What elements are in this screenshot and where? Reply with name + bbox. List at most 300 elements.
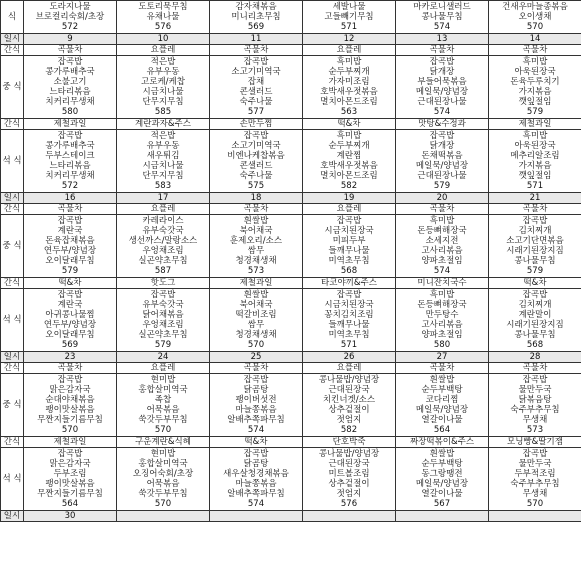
menu-item: 숙주부추무침 — [510, 479, 560, 489]
menu-item: 어묵볶음 — [146, 405, 180, 415]
menu-item: 열갈이나물 — [421, 415, 463, 425]
dinner-cell — [303, 448, 396, 511]
snack-cell: 곡물차 — [24, 45, 117, 56]
snack-cell: 제철과일 — [210, 278, 303, 289]
date-label: 일시 — [1, 193, 24, 204]
lunch-cell — [489, 56, 581, 119]
lunch-cell — [303, 215, 396, 278]
menu-item: 어묵볶음 — [146, 479, 180, 489]
menu-item: 유부우동 — [146, 141, 180, 151]
menu-item: 마늘쫑볶음 — [235, 479, 277, 489]
menu-item: 팽이버섯전 — [235, 395, 277, 405]
menu-item: 소세지전 — [425, 236, 459, 246]
date-label: 일시 — [1, 34, 24, 45]
menu-item: 만두탕수 — [425, 310, 459, 320]
menu-item: 메일묵/양념장 — [415, 87, 469, 97]
menu-item: 계란국 — [57, 226, 83, 236]
calorie-value: 570 — [154, 499, 172, 509]
snack-cell: 핫도그 — [117, 278, 210, 289]
menu-item: 깻잎절임 — [518, 171, 552, 181]
menu-item: 닭볶음탕 — [518, 395, 552, 405]
lunch-cell — [210, 56, 303, 119]
menu-item: 북어채국 — [239, 226, 273, 236]
calorie-value: 571 — [340, 22, 358, 32]
lunch-cell — [303, 374, 396, 437]
menu-item: 홍합살미역국 — [138, 459, 188, 469]
menu-item: 닭곰탕 — [243, 459, 269, 469]
lunch-cell — [117, 374, 210, 437]
lunch-cell — [24, 56, 117, 119]
menu-item: 순두부백탕 — [421, 385, 463, 395]
menu-item: 고사리볶음 — [421, 320, 463, 330]
dinner-label: 석 식 — [1, 448, 24, 511]
menu-item: 무생채 — [522, 415, 548, 425]
snack-label: 간식 — [1, 363, 24, 374]
menu-item: 동그랑땡전 — [421, 469, 463, 479]
lunch-cell — [396, 374, 489, 437]
lunch-label: 중 식 — [1, 215, 24, 278]
menu-item: 콩가루배추국 — [45, 141, 95, 151]
dinner-cell — [303, 130, 396, 193]
menu-item: 감자채볶음 — [235, 2, 277, 12]
snack-cell: 제철과일 — [24, 119, 117, 130]
menu-item: 무짠지들기름무침 — [37, 489, 103, 499]
date-cell: 23 — [24, 352, 117, 363]
snack-cell: 모닝빵&딸기잼 — [489, 437, 581, 448]
menu-item: 흰쌀밥 — [243, 216, 269, 226]
menu-item: 잡곡밥 — [522, 216, 548, 226]
date-cell: 11 — [210, 34, 303, 45]
dinner-cell — [24, 130, 117, 193]
calorie-value: 580 — [61, 107, 79, 117]
lunch-cell — [396, 56, 489, 119]
calorie-value: 569 — [61, 340, 79, 350]
date-cell: 21 — [489, 193, 581, 204]
date-cell: 24 — [117, 352, 210, 363]
menu-item: 가자미조림 — [328, 77, 370, 87]
calorie-value: 579 — [154, 340, 172, 350]
menu-item: 우엉채조림 — [142, 246, 184, 256]
calorie-value: 571 — [526, 181, 544, 191]
lunch-cell — [210, 374, 303, 437]
menu-item: 팽이맛살볶음 — [45, 479, 95, 489]
menu-item: 쑥갓두부무침 — [138, 415, 188, 425]
menu-item: 소불고기 — [53, 77, 87, 87]
calorie-value: 574 — [247, 499, 265, 509]
calorie-value: 575 — [247, 181, 265, 191]
menu-item: 치커리무생채 — [45, 97, 95, 107]
lunch-cell — [24, 374, 117, 437]
calorie-value: 577 — [247, 107, 265, 117]
date-cell-empty — [396, 511, 489, 522]
calorie-value: 570 — [154, 425, 172, 435]
menu-item: 북어채국 — [239, 300, 273, 310]
menu-item: 떡갈비조림 — [235, 310, 277, 320]
menu-item: 유부숙갓국 — [142, 226, 184, 236]
calorie-value: 564 — [433, 425, 451, 435]
menu-item: 흑미밥 — [429, 216, 455, 226]
menu-item: 콩나물무침 — [514, 330, 556, 340]
lunch-cell — [489, 215, 581, 278]
menu-item: 팽이맛살볶음 — [45, 405, 95, 415]
snack-cell: 요플레 — [303, 363, 396, 374]
calorie-value: 574 — [433, 107, 451, 117]
menu-item: 흰쌀밥 — [429, 375, 455, 385]
date-label: 일시 — [1, 352, 24, 363]
menu-item: 메일묵/양념장 — [415, 161, 469, 171]
snack-cell: 타코야끼&주스 — [303, 278, 396, 289]
menu-item: 메추리알조림 — [510, 151, 560, 161]
menu-item: 잡곡밥 — [429, 57, 455, 67]
date-cell: 12 — [303, 34, 396, 45]
menu-item: 알배추쪽파무침 — [227, 415, 285, 425]
menu-item: 도토리묵무침 — [138, 2, 188, 12]
menu-item: 생선까스/말랑소스 — [128, 236, 198, 246]
calorie-value: 574 — [247, 425, 265, 435]
menu-item: 들깨무나물 — [328, 246, 370, 256]
menu-item: 흑미밥 — [522, 57, 548, 67]
menu-item: 깻잎절임 — [518, 97, 552, 107]
menu-item: 맑은감자국 — [49, 459, 91, 469]
menu-item: 아욱된장국 — [514, 67, 556, 77]
menu-item: 잡곡밥 — [522, 449, 548, 459]
snack-cell: 떡&차 — [489, 278, 581, 289]
menu-item: 계란찜 — [336, 151, 362, 161]
menu-item: 잡곡밥 — [57, 375, 83, 385]
menu-item: 마카로니샐러드 — [413, 2, 471, 12]
menu-item: 느타리볶음 — [49, 87, 91, 97]
menu-item: 잡곡밥 — [57, 290, 83, 300]
menu-item: 우엉채조림 — [142, 320, 184, 330]
menu-item: 숙주부추무침 — [510, 405, 560, 415]
menu-item: 잡채 — [247, 77, 265, 87]
snack-cell: 제철과일 — [24, 437, 117, 448]
menu-item: 상추겉절이 — [328, 479, 370, 489]
menu-item: 콩나물무침 — [514, 256, 556, 266]
menu-item: 홍합살미역국 — [138, 385, 188, 395]
snack-cell: 곡물차 — [396, 204, 489, 215]
menu-item: 소고기미역국 — [231, 141, 281, 151]
menu-item: 돈등뼈해장국 — [417, 300, 467, 310]
dinner-cell — [24, 1, 117, 34]
menu-item: 순두부찌개 — [328, 67, 370, 77]
menu-item: 잡곡밥 — [243, 131, 269, 141]
menu-item: 도라지나물 — [49, 2, 91, 12]
menu-item: 콘샐러드 — [239, 161, 273, 171]
menu-item: 현미밥 — [150, 449, 176, 459]
calorie-value: 570 — [247, 340, 265, 350]
menu-item: 근대된장국 — [328, 385, 370, 395]
menu-item: 잡곡밥 — [429, 131, 455, 141]
snack-label: 간식 — [1, 119, 24, 130]
menu-item: 돈육잡채볶음 — [45, 236, 95, 246]
menu-item: 오이생채 — [518, 12, 552, 22]
menu-item: 흑미밥 — [429, 290, 455, 300]
snack-cell: 요플레 — [303, 45, 396, 56]
dinner-cell — [396, 1, 489, 34]
menu-item: 잡곡밥 — [336, 216, 362, 226]
menu-item: 오이달래무침 — [45, 256, 95, 266]
snack-cell: 떡&차 — [24, 278, 117, 289]
menu-item: 치킨너겟/소스 — [322, 395, 376, 405]
menu-item: 미트볼조림 — [328, 469, 370, 479]
date-cell-empty — [489, 511, 581, 522]
menu-item: 미역초무침 — [328, 256, 370, 266]
date-label: 일시 — [1, 511, 24, 522]
menu-item: 계란국 — [57, 300, 83, 310]
menu-item: 닭개장 — [429, 67, 455, 77]
calorie-value: 568 — [526, 340, 544, 350]
menu-item: 잡곡밥 — [243, 375, 269, 385]
menu-item: 두부스테이크 — [45, 151, 95, 161]
date-cell-empty — [117, 511, 210, 522]
menu-item: 들깨무나물 — [328, 320, 370, 330]
menu-item: 호박새우젓볶음 — [320, 87, 378, 97]
snack-cell: 요플레 — [117, 363, 210, 374]
menu-item: 단무지무침 — [142, 97, 184, 107]
date-cell: 16 — [24, 193, 117, 204]
menu-item: 근대된장국 — [328, 459, 370, 469]
dinner-label: 석 식 — [1, 289, 24, 352]
menu-item: 잡곡밥 — [522, 290, 548, 300]
menu-item: 메일묵/양념장 — [415, 405, 469, 415]
menu-item: 잡곡밥 — [150, 290, 176, 300]
snack-cell: 미니잔치국수 — [396, 278, 489, 289]
menu-item: 쌈무 — [247, 320, 265, 330]
calorie-value: 573 — [247, 266, 265, 276]
menu-item: 오이달래무침 — [45, 330, 95, 340]
calorie-value: 571 — [340, 340, 358, 350]
date-cell: 28 — [489, 352, 581, 363]
menu-item: 고들빼기무침 — [324, 12, 374, 22]
calorie-value: 574 — [433, 266, 451, 276]
menu-item: 메일묵/양념장 — [415, 479, 469, 489]
lunch-cell — [24, 215, 117, 278]
snack-label: 간식 — [1, 437, 24, 448]
date-cell: 30 — [24, 511, 117, 522]
date-cell-empty — [210, 511, 303, 522]
menu-item: 느타리볶음 — [49, 161, 91, 171]
dinner-cell — [396, 448, 489, 511]
date-cell: 25 — [210, 352, 303, 363]
calorie-value: 569 — [247, 22, 265, 32]
menu-item: 무짠지들기름무침 — [37, 415, 103, 425]
date-cell: 13 — [396, 34, 489, 45]
lunch-cell — [303, 56, 396, 119]
snack-cell: 요플레 — [303, 204, 396, 215]
menu-item: 꽁치김치조림 — [324, 310, 374, 320]
menu-item: 부들어묵볶음 — [417, 77, 467, 87]
menu-item: 청경채생채 — [235, 256, 277, 266]
dinner-cell — [489, 1, 581, 34]
menu-item: 양파초절임 — [421, 256, 463, 266]
menu-item: 단무지무침 — [142, 171, 184, 181]
dinner-cell — [117, 289, 210, 352]
menu-item: 가지볶음 — [518, 87, 552, 97]
menu-item: 잡곡밥 — [57, 57, 83, 67]
lunch-cell — [210, 215, 303, 278]
calorie-value: 570 — [526, 499, 544, 509]
menu-item: 세발나물 — [332, 2, 366, 12]
calorie-value: 582 — [340, 181, 358, 191]
menu-item: 근대된장나물 — [417, 171, 467, 181]
menu-item: 멸치아몬드조림 — [320, 171, 378, 181]
date-cell: 18 — [210, 193, 303, 204]
calorie-value: 572 — [61, 22, 79, 32]
snack-cell: 떡&차 — [210, 437, 303, 448]
dinner-cell — [489, 448, 581, 511]
menu-item: 콩나물밥/양념장 — [318, 449, 380, 459]
calorie-value: 572 — [61, 181, 79, 191]
menu-item: 두부적조림 — [514, 469, 556, 479]
calorie-value: 563 — [340, 107, 358, 117]
date-cell: 9 — [24, 34, 117, 45]
menu-item: 계란말이 — [518, 310, 552, 320]
menu-item: 두부조림 — [53, 469, 87, 479]
menu-item: 유부숙갓국 — [142, 300, 184, 310]
menu-item: 적은밥 — [150, 131, 176, 141]
menu-item: 양파초절임 — [421, 330, 463, 340]
menu-item: 적은밥 — [150, 57, 176, 67]
date-cell-empty — [303, 511, 396, 522]
snack-cell: 맛탕&수정과 — [396, 119, 489, 130]
menu-item: 순두부백탕 — [421, 459, 463, 469]
date-cell: 20 — [396, 193, 489, 204]
menu-item: 닭곰탕 — [243, 385, 269, 395]
dinner-cell — [117, 448, 210, 511]
menu-item: 소고기단면볶음 — [506, 236, 564, 246]
menu-item: 돈육두루치기 — [510, 77, 560, 87]
menu-item: 순두부찌개 — [328, 141, 370, 151]
menu-item: 물만두국 — [518, 385, 552, 395]
snack-label: 간식 — [1, 278, 24, 289]
menu-item: 김치찌개 — [518, 226, 552, 236]
snack-cell: 짜장떡볶이&주스 — [396, 437, 489, 448]
calorie-value: 579 — [526, 107, 544, 117]
menu-item: 쑥갓두부무침 — [138, 489, 188, 499]
menu-item: 시금치나물 — [142, 161, 184, 171]
lunch-cell — [396, 215, 489, 278]
menu-item: 흰쌀밥 — [429, 449, 455, 459]
menu-item: 브로컬리숙회/초장 — [35, 12, 105, 22]
menu-item: 흰쌀밥 — [243, 290, 269, 300]
snack-cell: 제철과일 — [489, 119, 581, 130]
dinner-cell — [303, 1, 396, 34]
menu-item: 닭개장 — [429, 141, 455, 151]
menu-item: 새우살청경채볶음 — [223, 469, 289, 479]
snack-cell: 요플레 — [117, 45, 210, 56]
dinner-cell — [117, 130, 210, 193]
calorie-value: 579 — [433, 181, 451, 191]
menu-item: 실곤약초무침 — [138, 256, 188, 266]
menu-item: 가지볶음 — [518, 161, 552, 171]
snack-label: 간식 — [1, 45, 24, 56]
snack-cell: 곡물차 — [489, 45, 581, 56]
snack-cell: 곡물차 — [489, 363, 581, 374]
menu-item: 오징어숙회/초장 — [132, 469, 194, 479]
dinner-cell — [396, 130, 489, 193]
menu-item: 실곤약초무침 — [138, 330, 188, 340]
dinner-label: 식 — [1, 1, 24, 34]
menu-item: 콩가루배추국 — [45, 67, 95, 77]
dinner-cell — [210, 1, 303, 34]
menu-item: 아욱된장국 — [514, 141, 556, 151]
menu-item: 청경채생채 — [235, 330, 277, 340]
lunch-label: 중 식 — [1, 56, 24, 119]
dinner-cell — [117, 1, 210, 34]
lunch-label: 중 식 — [1, 374, 24, 437]
menu-item: 고사리볶음 — [421, 246, 463, 256]
menu-item: 흑미밥 — [522, 131, 548, 141]
lunch-cell — [489, 374, 581, 437]
dinner-cell — [210, 448, 303, 511]
snack-cell: 곡물차 — [210, 204, 303, 215]
menu-item: 고로케/케찹 — [141, 77, 185, 87]
menu-item: 치커리무생채 — [45, 171, 95, 181]
calorie-value: 579 — [61, 266, 79, 276]
calorie-value: 573 — [526, 425, 544, 435]
snack-cell: 곡물차 — [210, 363, 303, 374]
snack-cell: 곡물차 — [396, 45, 489, 56]
date-cell: 17 — [117, 193, 210, 204]
menu-item: 숙주나물 — [239, 171, 273, 181]
date-cell: 26 — [303, 352, 396, 363]
menu-item: 콩나물밥/양념장 — [318, 375, 380, 385]
menu-item: 돈채떡볶음 — [421, 151, 463, 161]
calorie-value: 582 — [340, 425, 358, 435]
menu-item: 잡곡밥 — [336, 290, 362, 300]
calorie-value: 568 — [340, 266, 358, 276]
menu-item: 연두부/양념장 — [43, 320, 97, 330]
menu-item: 잡곡밥 — [57, 449, 83, 459]
menu-item: 시금치된장국 — [324, 226, 374, 236]
menu-item: 근대된장나물 — [417, 97, 467, 107]
menu-item: 멸치아몬드조림 — [320, 97, 378, 107]
calorie-value: 585 — [154, 107, 172, 117]
snack-cell: 곡물차 — [210, 45, 303, 56]
snack-label: 간식 — [1, 204, 24, 215]
menu-item: 젓엄지 — [336, 415, 362, 425]
menu-item: 잡곡밥 — [243, 449, 269, 459]
date-cell: 14 — [489, 34, 581, 45]
menu-item: 시래기된장지짐 — [506, 320, 564, 330]
menu-item: 유채나물 — [146, 12, 180, 22]
menu-item: 미역초무침 — [328, 330, 370, 340]
date-cell: 27 — [396, 352, 489, 363]
menu-item: 새우튀김 — [146, 151, 180, 161]
menu-item: 훈제오리/소스 — [229, 236, 283, 246]
menu-item: 시래기된장지짐 — [506, 246, 564, 256]
dinner-label: 석 식 — [1, 130, 24, 193]
menu-item: 물만두국 — [518, 459, 552, 469]
snack-cell: 곡물차 — [24, 204, 117, 215]
snack-cell: 곡물차 — [396, 363, 489, 374]
menu-item: 순대야채볶음 — [45, 395, 95, 405]
menu-item: 잡곡밥 — [522, 375, 548, 385]
menu-item: 시금치된장국 — [324, 300, 374, 310]
dinner-cell — [24, 289, 117, 352]
menu-item: 무생채 — [522, 489, 548, 499]
date-cell: 19 — [303, 193, 396, 204]
menu-item: 잡곡밥 — [243, 57, 269, 67]
dinner-cell — [396, 289, 489, 352]
menu-item: 미피두부 — [332, 236, 366, 246]
calorie-value: 567 — [433, 499, 451, 509]
menu-item: 상추겉절이 — [328, 405, 370, 415]
menu-item: 쌈무 — [247, 246, 265, 256]
menu-item: 코다리찜 — [425, 395, 459, 405]
snack-cell: 곡물차 — [489, 204, 581, 215]
